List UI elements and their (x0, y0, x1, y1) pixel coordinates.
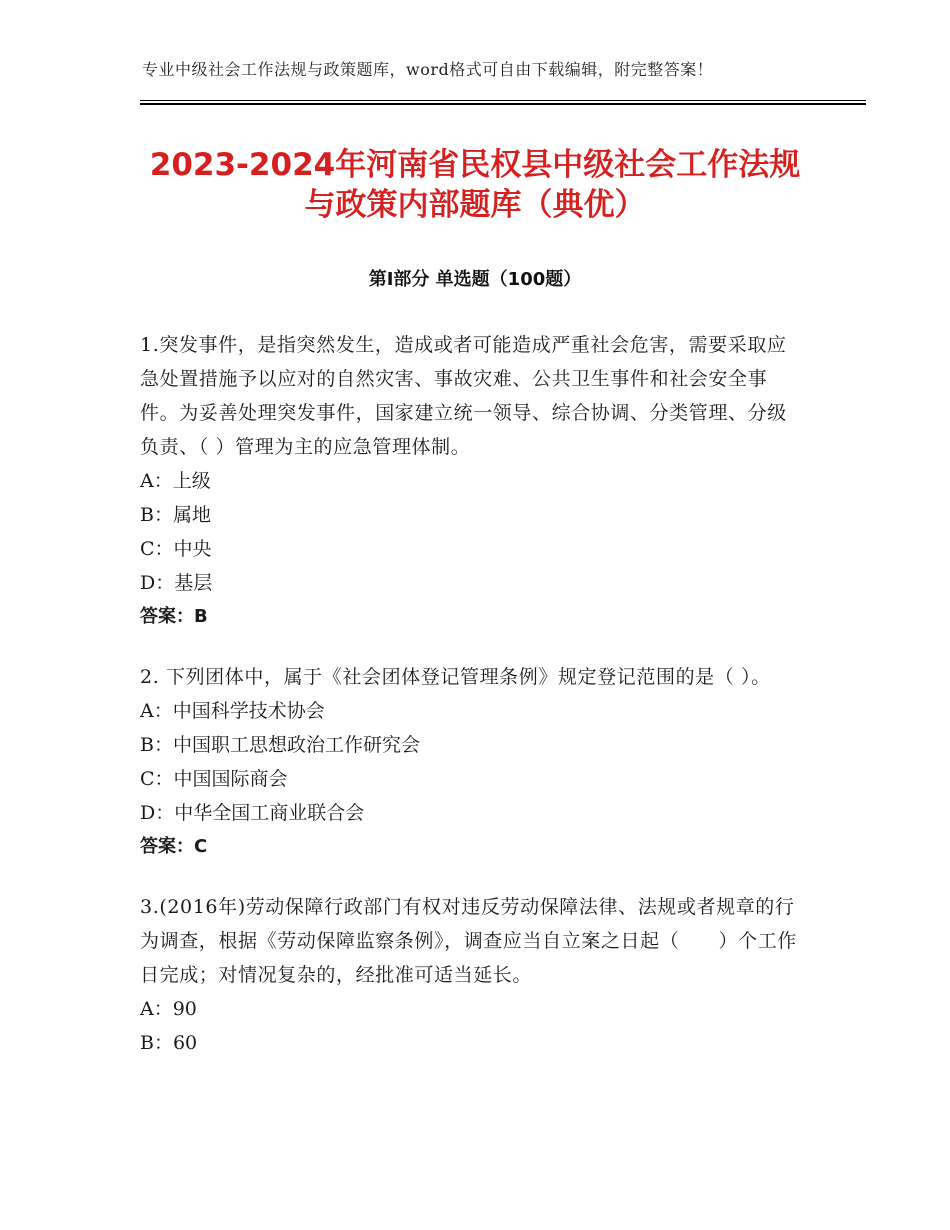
option-c: C：中国国际商会 (140, 768, 288, 790)
section-title: 第Ⅰ部分 单选题（100题） (368, 269, 582, 290)
question-text: 2. 下列团体中，属于《社会团体登记管理条例》规定登记范围的是（ ）。 (140, 666, 771, 688)
option-a: A：90 (140, 998, 197, 1020)
page-header: 专业中级社会工作法规与政策题库，word格式可自由下载编辑，附完整答案！ (142, 60, 714, 79)
question-text: 3.(2016年)劳动保障行政部门有权对违反劳动保障法律、法规或者规章的行为调查，根据《劳动保障监察条例》，调查应当自立案之日起（ ）个工作日完成；对情况复杂的，经批准可适当延长。 (140, 896, 797, 986)
question-text: 1.突发事件，是指突然发生，造成或者可能造成严重社会危害，需要采取应急处置措施予以应对的自然灾害、事故灾难、公共卫生事件和社会安全事件。为妥善处理突发事件，国家建立统一领导、综合协调、分类管理、分级负责、（ ）管理为主的应急管理体制。 (140, 334, 787, 458)
header-rule-thin (140, 100, 866, 101)
option-a: A：上级 (140, 470, 211, 492)
option-d: D：基层 (140, 572, 213, 594)
option-d: D：中华全国工商业联合会 (140, 802, 365, 824)
document-title: 2023-2024年河南省民权县中级社会工作法规与政策内部题库（典优） (149, 147, 801, 223)
answer-text: 答案：B (140, 606, 208, 627)
question-item (140, 890, 800, 1060)
option-b: B：60 (140, 1032, 198, 1054)
answer-text: 答案：C (140, 836, 208, 857)
question-item (140, 660, 800, 864)
option-b: B：属地 (140, 504, 211, 526)
question-list (140, 328, 800, 1086)
option-a: A：中国科学技术协会 (140, 700, 325, 722)
option-b: B：中国职工思想政治工作研究会 (140, 734, 420, 756)
question-item (140, 328, 800, 634)
header-rule-thick (140, 103, 866, 105)
option-c: C：中央 (140, 538, 212, 560)
